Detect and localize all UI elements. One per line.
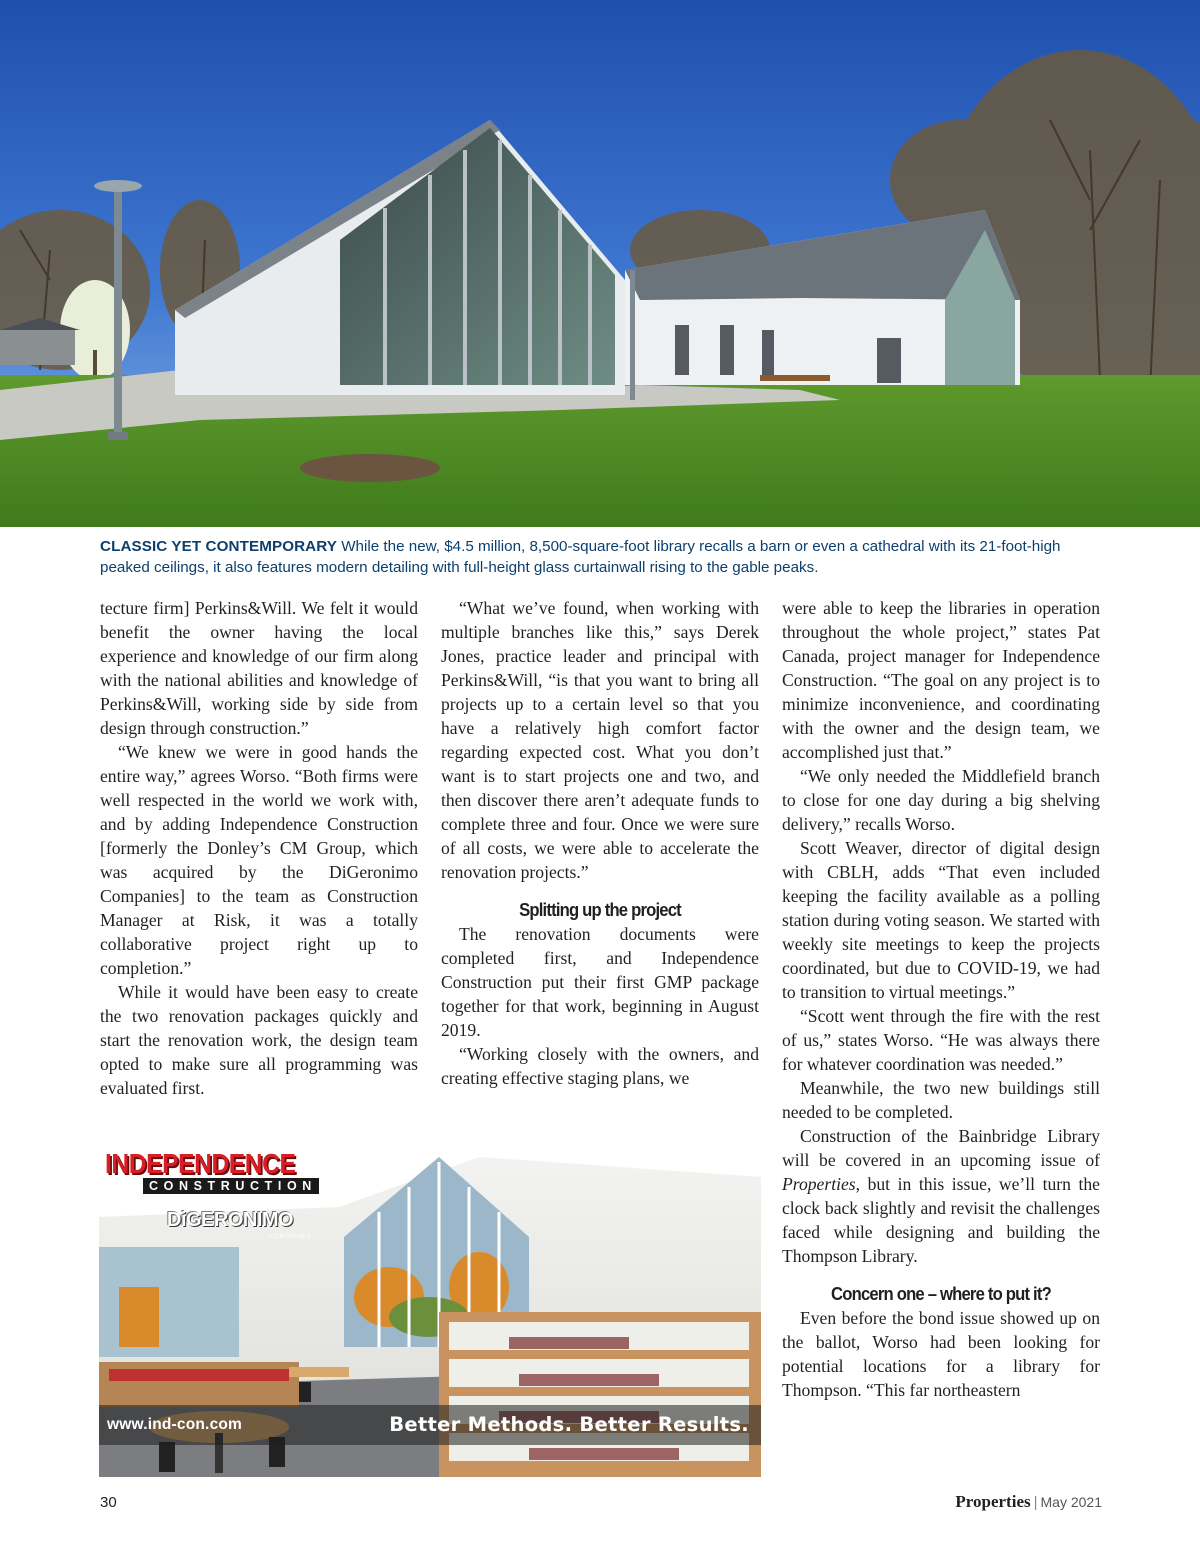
publication-name-italic: Properties bbox=[782, 1174, 856, 1194]
paragraph: Even before the bond issue showed up on the ballot, Worso had been looking for potential locations for a library for Thompson. “This far northeastern bbox=[782, 1308, 1100, 1400]
paragraph: “Scott went through the fire with the rest of us,” states Worso. “He was always there for whatever coordination was needed.” bbox=[782, 1006, 1100, 1074]
paragraph: The renovation documents were completed first, and Independence Construction put their first GMP package together for that work, beginning in August 2019. bbox=[441, 924, 759, 1040]
text-run: , but in this issue, we’ll turn the clock back slightly and revisit the challenges faced while designing and building the Thompson Library. bbox=[782, 1174, 1100, 1266]
paragraph bbox=[782, 1124, 1100, 1268]
caption-lead: CLASSIC YET CONTEMPORARY bbox=[100, 538, 337, 555]
photo-caption bbox=[100, 536, 1105, 578]
brand-name: INDEPENDENCE bbox=[105, 1148, 296, 1179]
section-heading: Concern one – where to put it? bbox=[831, 1283, 1051, 1304]
paragraph: were able to keep the libraries in operation throughout the whole project,” states Pat Canada, project manager for Independence Construction. “The goal on any project is to minimize inconvenience, and coordinating with the owner and the design team, we accomplished just that.” bbox=[782, 598, 1100, 762]
parent-company-sub: COMPANIES bbox=[269, 1233, 312, 1240]
footer-separator: | bbox=[1033, 1494, 1038, 1511]
publication-name: Properties bbox=[955, 1492, 1031, 1511]
paragraph: Meanwhile, the two new buildings still needed to be completed. bbox=[782, 1078, 1100, 1122]
brand-logo-independence-construction bbox=[105, 1149, 325, 1194]
paragraph: “What we’ve found, when working with multiple branches like this,” says Derek Jones, practice leader and principal with Perkins&Will, “is that you want to bring all projects up to a certain level so that you have a relatively high comfort factor regarding expected cost. What you don’t want is to start projects one and two, and then discover there aren’t adequate funds to complete three and four. Once we were sure of all costs, we were able to accelerate the renovation projects.” bbox=[441, 598, 759, 882]
caption-text: While the new, $4.5 million, 8,500-square-foot library recalls a barn or even a cathedral with its 21-foot-high peaked ceilings, it also features modern detailing with full-height glass curtainwall rising to the gable peaks. bbox=[100, 538, 1061, 576]
paragraph: “We knew we were in good hands the entire way,” agrees Worso. “Both firms were well respected in the world we work with, and by adding Independence Construction [formerly the Donley’s CM Group, which was acquired by the DiGeronimo Companies] to the team as Construction Manager at Risk, it was a totally collaborative project right up to completion.” bbox=[100, 742, 418, 978]
ad-website-link[interactable]: www.ind-con.com bbox=[107, 1416, 243, 1433]
paragraph: “Working closely with the owners, and creating effective staging plans, we bbox=[441, 1044, 759, 1088]
advertisement-independence-construction[interactable] bbox=[99, 1137, 761, 1477]
article-column-2 bbox=[441, 596, 759, 1090]
brand-subname: CONSTRUCTION bbox=[143, 1178, 319, 1194]
paragraph: Scott Weaver, director of digital design with CBLH, adds “That even included keeping the facility available as a polling station during voting season. We started with weekly site meetings to keep the projects coordinated, but due to COVID-19, we had to transition to virtual meetings.” bbox=[782, 838, 1100, 1002]
paragraph: “We only needed the Middlefield branch to close for one day during a big shelving delivery,” recalls Worso. bbox=[782, 766, 1100, 834]
paragraph: tecture firm] Perkins&Will. We felt it would benefit the owner having the local experience and knowledge of our firm along with the national abilities and knowledge of Perkins&Will, working side by side from design through construction.” bbox=[100, 598, 418, 738]
hero-photo-library-exterior bbox=[0, 0, 1200, 527]
parent-company-logo: DiGERONIMO bbox=[167, 1209, 294, 1231]
ad-tagline: Better Methods. Better Results. bbox=[389, 1413, 749, 1436]
section-heading: Splitting up the project bbox=[519, 899, 681, 920]
article-column-3 bbox=[782, 596, 1100, 1402]
footer-publication-info bbox=[955, 1492, 1102, 1512]
article-column-1 bbox=[100, 596, 418, 1100]
paragraph: While it would have been easy to create the two renovation packages quickly and start the renovation work, the design team opted to make sure all programming was evaluated first. bbox=[100, 982, 418, 1098]
text-run: Construction of the Bainbridge Library will be covered in an upcoming issue of bbox=[782, 1126, 1100, 1170]
page-number: 30 bbox=[100, 1494, 117, 1511]
issue-date: May 2021 bbox=[1040, 1494, 1102, 1510]
